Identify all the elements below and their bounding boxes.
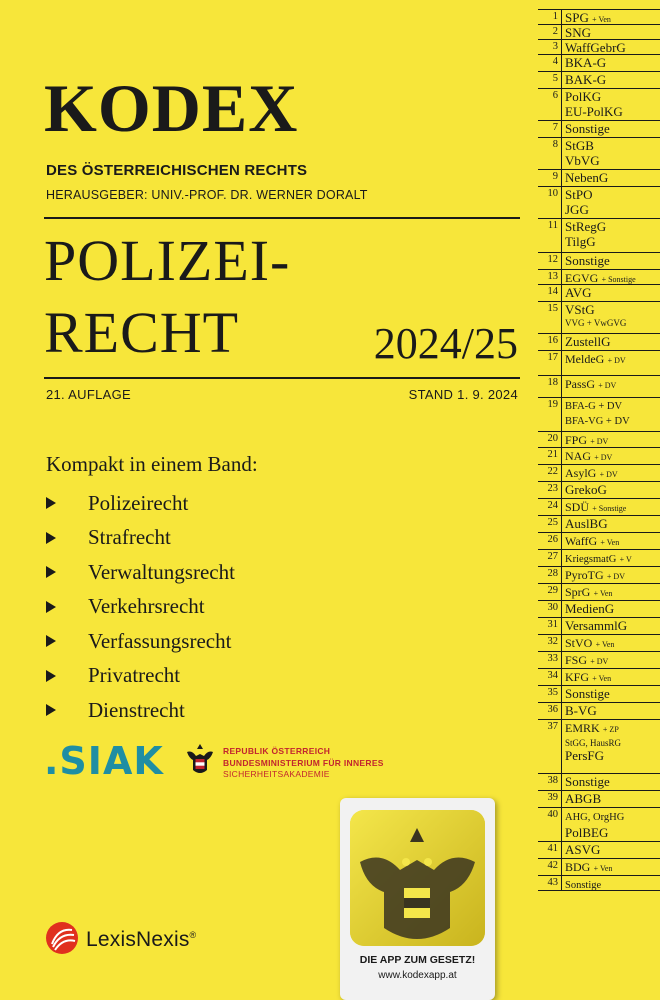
- register-number: 20: [538, 432, 562, 447]
- register-label: [562, 25, 660, 39]
- register-line: [565, 687, 660, 702]
- register-line: [565, 171, 660, 186]
- register-number: 32: [538, 635, 562, 651]
- register-tab-20: [538, 432, 660, 448]
- register-text: ZustellG: [565, 334, 611, 349]
- register-line: [565, 41, 660, 54]
- register-line: [565, 602, 660, 617]
- register-text: BDG: [565, 860, 591, 874]
- register-label: [562, 121, 660, 137]
- register-label: [562, 635, 660, 651]
- register-line: [565, 335, 660, 350]
- register-text: + DV: [599, 470, 618, 479]
- register-text: FSG: [565, 653, 588, 667]
- register-tab-21: [538, 448, 660, 465]
- register-number: 19: [538, 398, 562, 431]
- register-text: AuslBG: [565, 516, 608, 531]
- register-label: [562, 876, 660, 890]
- register-number: 36: [538, 703, 562, 719]
- register-text: AsylG: [565, 466, 597, 480]
- register-number: 3: [538, 40, 562, 54]
- register-text: NAG: [565, 449, 591, 463]
- register-tab-17: [538, 351, 660, 376]
- register-label: [562, 40, 660, 54]
- register-number: 38: [538, 774, 562, 790]
- register-tab-41: [538, 842, 660, 859]
- register-number: 41: [538, 842, 562, 858]
- register-number: 40: [538, 808, 562, 841]
- lexisnexis-logo-icon: [44, 920, 80, 956]
- register-text: Sonstige: [565, 880, 602, 890]
- register-text: Sonstige: [565, 121, 610, 136]
- register-text: FPG: [565, 433, 588, 447]
- register-line: [565, 877, 660, 890]
- register-tab-28: [538, 567, 660, 584]
- register-text: + DV: [598, 381, 617, 390]
- register-text: ASVG: [565, 842, 601, 857]
- register-text: StGG, HausRG: [565, 737, 622, 748]
- register-tab-24: [538, 499, 660, 516]
- register-text: SNG: [565, 25, 592, 39]
- register-text: StRegG: [565, 219, 607, 234]
- register-label: [562, 720, 660, 773]
- register-line: [565, 377, 660, 394]
- register-number: 29: [538, 584, 562, 600]
- register-text: GrekoG: [565, 482, 607, 497]
- register-text: VersammlG: [565, 618, 628, 633]
- register-number: 8: [538, 138, 562, 169]
- register-text: ABGB: [565, 791, 602, 806]
- register-tab-36: [538, 703, 660, 720]
- register-text: AHG, OrgHG: [565, 812, 625, 823]
- register-tab-32: [538, 635, 660, 652]
- register-line: [565, 271, 660, 284]
- register-text: B-VG: [565, 703, 597, 718]
- register-text: + DV: [590, 657, 609, 666]
- register-text: VbVG: [565, 152, 600, 168]
- register-text: + DV: [606, 572, 625, 581]
- register-label: [562, 72, 660, 88]
- register-number: 23: [538, 482, 562, 498]
- register-label: [562, 398, 660, 431]
- register-number: 14: [538, 285, 562, 301]
- register-tab-31: [538, 618, 660, 635]
- register-line: [565, 636, 660, 651]
- register-number: 16: [538, 334, 562, 350]
- register-label: [562, 270, 660, 284]
- register-line: [565, 352, 660, 369]
- register-number: 25: [538, 516, 562, 532]
- register-label: [562, 499, 660, 515]
- divider-top: [44, 217, 520, 219]
- title-line-1: POLIZEI-: [44, 228, 291, 293]
- triangle-bullet-icon: [46, 601, 56, 613]
- register-number: 7: [538, 121, 562, 137]
- register-tab-42: [538, 859, 660, 876]
- register-text: MeldeG: [565, 352, 605, 366]
- register-tab-8: [538, 138, 660, 170]
- register-label: [562, 686, 660, 702]
- register-text: KriegsmatG: [565, 554, 617, 565]
- register-label: [562, 859, 660, 875]
- ministry-line-3: SICHERHEITSAKADEMIE: [223, 769, 330, 779]
- register-tab-3: [538, 40, 660, 55]
- register-text: Sonstige: [565, 774, 610, 789]
- register-number: 18: [538, 376, 562, 397]
- register-number: 21: [538, 448, 562, 464]
- register-text: PassG: [565, 377, 596, 391]
- triangle-bullet-icon: [46, 497, 56, 509]
- register-label: [562, 465, 660, 481]
- register-tab-40: [538, 808, 660, 842]
- register-label: [562, 533, 660, 549]
- register-tab-7: [538, 121, 660, 138]
- register-text: WaffG: [565, 534, 598, 548]
- eagle-app-icon: [350, 810, 485, 946]
- register-number: 1: [538, 10, 562, 24]
- register-number: 15: [538, 302, 562, 333]
- register-label: [562, 516, 660, 532]
- register-line: [565, 433, 660, 447]
- ministry-block: [223, 746, 384, 781]
- register-text: NebenG: [565, 170, 609, 185]
- triangle-bullet-icon: [46, 670, 56, 682]
- register-number: 39: [538, 791, 562, 807]
- register-text: + Sonstige: [601, 275, 636, 284]
- register-label: [562, 601, 660, 617]
- register-text: + ZP: [602, 725, 619, 734]
- stand-date: STAND 1. 9. 2024: [408, 387, 518, 402]
- register-label: [562, 334, 660, 350]
- register-text: + DV: [594, 453, 613, 462]
- register-line: [565, 73, 660, 88]
- register-line: [565, 792, 660, 807]
- register-number: 34: [538, 669, 562, 685]
- register-number: 4: [538, 55, 562, 71]
- register-tab-38: [538, 774, 660, 791]
- register-label: [562, 550, 660, 566]
- tab-register: [538, 9, 660, 891]
- series-subtitle: DES ÖSTERREICHISCHEN RECHTS: [46, 162, 308, 179]
- register-text: EU-PolKG: [565, 103, 623, 119]
- register-tab-5: [538, 72, 660, 89]
- triangle-bullet-icon: [46, 532, 56, 544]
- register-label: [562, 376, 660, 397]
- register-label: [562, 89, 660, 120]
- register-tab-10: [538, 187, 660, 219]
- register-tab-23: [538, 482, 660, 499]
- register-number: 13: [538, 270, 562, 284]
- register-tab-16: [538, 334, 660, 351]
- register-text: + Sonstige: [592, 504, 627, 513]
- register-text: EGVG: [565, 271, 599, 284]
- register-number: 11: [538, 219, 562, 252]
- register-line: [565, 122, 660, 137]
- register-number: 17: [538, 351, 562, 375]
- triangle-bullet-icon: [46, 635, 56, 647]
- register-line: [565, 56, 660, 71]
- register-number: 37: [538, 720, 562, 773]
- register-number: 12: [538, 253, 562, 269]
- register-number: 27: [538, 550, 562, 566]
- register-number: 30: [538, 601, 562, 617]
- list-item: Privatrecht: [46, 659, 235, 694]
- register-text: Sonstige: [565, 686, 610, 701]
- register-label: [562, 448, 660, 464]
- register-tab-33: [538, 652, 660, 669]
- register-tab-43: [538, 876, 660, 891]
- register-line: [565, 534, 660, 549]
- register-tab-13: [538, 270, 660, 285]
- register-label: [562, 618, 660, 634]
- register-tab-6: [538, 89, 660, 121]
- register-tab-30: [538, 601, 660, 618]
- register-text: + DV: [590, 437, 609, 446]
- register-tab-11: [538, 219, 660, 253]
- app-slogan: DIE APP ZUM GESETZ!: [359, 954, 476, 966]
- register-text: SDÜ: [565, 500, 590, 514]
- list-item: Verwaltungsrecht: [46, 555, 235, 590]
- register-tab-14: [538, 285, 660, 302]
- register-label: [562, 10, 660, 24]
- register-label: [562, 302, 660, 333]
- register-tab-39: [538, 791, 660, 808]
- register-tab-29: [538, 584, 660, 601]
- register-text: + DV: [607, 356, 626, 365]
- register-text: SprG: [565, 585, 591, 599]
- register-text: + Ven: [592, 674, 612, 683]
- register-label: [562, 170, 660, 186]
- register-line: [565, 26, 660, 39]
- register-text: SPG: [565, 10, 589, 24]
- register-text: KFG: [565, 670, 590, 684]
- register-number: 42: [538, 859, 562, 875]
- register-number: 24: [538, 499, 562, 515]
- register-tab-22: [538, 465, 660, 482]
- editor-line: HERAUSGEBER: UNIV.-PROF. DR. WERNER DORALT: [46, 188, 368, 202]
- register-line: [565, 843, 660, 858]
- register-number: 26: [538, 533, 562, 549]
- register-label: [562, 285, 660, 301]
- list-item: Polizeirecht: [46, 486, 235, 521]
- register-label: [562, 432, 660, 447]
- register-text: + Ven: [595, 640, 615, 649]
- register-line: [565, 551, 660, 566]
- register-tab-18: [538, 376, 660, 398]
- register-text: PolKG: [565, 89, 602, 104]
- register-line: [565, 704, 660, 719]
- register-line: [565, 11, 660, 24]
- register-text: StVO: [565, 636, 593, 650]
- register-number: 43: [538, 876, 562, 890]
- register-text: JGG: [565, 201, 589, 217]
- contents-list: [46, 486, 235, 728]
- divider-bottom: [44, 377, 520, 379]
- register-tab-19: [538, 398, 660, 432]
- register-text: BKA-G: [565, 55, 607, 70]
- register-tab-15: [538, 302, 660, 334]
- register-tab-37: [538, 720, 660, 774]
- register-line: [565, 585, 660, 600]
- register-number: 9: [538, 170, 562, 186]
- register-text: BFA-VG + DV: [565, 416, 630, 427]
- register-label: [562, 138, 660, 169]
- register-tab-34: [538, 669, 660, 686]
- register-text: PersFG: [565, 747, 605, 763]
- siak-logo: .SIAK: [44, 739, 164, 783]
- register-tab-4: [538, 55, 660, 72]
- register-text: + Ven: [592, 15, 611, 24]
- register-line: [565, 449, 660, 464]
- register-number: 5: [538, 72, 562, 88]
- register-number: 10: [538, 187, 562, 218]
- register-number: 28: [538, 567, 562, 583]
- register-label: [562, 567, 660, 583]
- register-line: [565, 517, 660, 532]
- register-label: [562, 703, 660, 719]
- register-line: [565, 466, 660, 481]
- register-label: [562, 791, 660, 807]
- register-text: VVG + VwGVG: [565, 317, 627, 328]
- app-url: www.kodexapp.at: [378, 970, 457, 981]
- register-label: [562, 669, 660, 685]
- register-number: 35: [538, 686, 562, 702]
- register-number: 31: [538, 618, 562, 634]
- publisher-name: LexisNexis®: [86, 928, 197, 951]
- register-number: 22: [538, 465, 562, 481]
- register-label: [562, 808, 660, 841]
- register-text: VStG: [565, 302, 595, 317]
- register-label: [562, 652, 660, 668]
- register-text: WaffGebrG: [565, 40, 626, 54]
- app-icon: [350, 810, 485, 946]
- register-line: [565, 775, 660, 790]
- register-line: [565, 286, 660, 301]
- list-item: Verfassungsrecht: [46, 624, 235, 659]
- register-label: [562, 351, 660, 375]
- register-label: [562, 253, 660, 269]
- register-line: [565, 619, 660, 634]
- register-text: + V: [619, 555, 632, 564]
- register-text: StGB: [565, 138, 594, 153]
- register-number: 33: [538, 652, 562, 668]
- register-tab-35: [538, 686, 660, 703]
- register-tab-12: [538, 253, 660, 270]
- register-label: [562, 55, 660, 71]
- register-text: TilgG: [565, 233, 596, 249]
- register-text: + Ven: [593, 864, 613, 873]
- register-tab-1: [538, 10, 660, 25]
- register-tab-27: [538, 550, 660, 567]
- register-tab-26: [538, 533, 660, 550]
- register-text: + Ven: [600, 538, 620, 547]
- register-label: [562, 482, 660, 498]
- register-text: + Ven: [593, 589, 613, 598]
- edition-year: 2024/25: [373, 319, 518, 368]
- register-label: [562, 774, 660, 790]
- list-item: Strafrecht: [46, 521, 235, 556]
- ministry-line-1: REPUBLIK ÖSTERREICH: [223, 746, 331, 756]
- contents-intro: Kompakt in einem Band:: [46, 452, 258, 476]
- title-line-2: RECHT: [44, 300, 240, 365]
- triangle-bullet-icon: [46, 704, 56, 716]
- register-text: AVG: [565, 285, 592, 300]
- austrian-eagle-icon: [183, 742, 217, 778]
- register-text: PyroTG: [565, 568, 604, 582]
- register-tab-2: [538, 25, 660, 40]
- register-label: [562, 219, 660, 252]
- ministry-line-2: BUNDESMINISTERIUM FÜR INNERES: [223, 757, 384, 768]
- register-line: [565, 670, 660, 685]
- register-line: [565, 500, 660, 515]
- list-item: Dienstrecht: [46, 693, 235, 728]
- list-item: Verkehrsrecht: [46, 590, 235, 625]
- register-line: [565, 254, 660, 269]
- register-text: StPO: [565, 187, 593, 202]
- register-label: [562, 842, 660, 858]
- app-promo-card: [340, 798, 495, 1000]
- register-label: [562, 187, 660, 218]
- triangle-bullet-icon: [46, 566, 56, 578]
- register-text: EMRK: [565, 721, 600, 735]
- register-line: [565, 721, 660, 738]
- register-tab-25: [538, 516, 660, 533]
- register-text: BFA-G + DV: [565, 401, 623, 412]
- edition-number: 21. AUFLAGE: [46, 387, 131, 402]
- register-line: [565, 568, 660, 583]
- register-text: Sonstige: [565, 253, 610, 268]
- register-text: MedienG: [565, 601, 615, 616]
- register-text: BAK-G: [565, 72, 607, 87]
- register-line: [565, 809, 660, 826]
- register-line: [565, 860, 660, 875]
- register-number: 6: [538, 89, 562, 120]
- register-tab-9: [538, 170, 660, 187]
- register-label: [562, 584, 660, 600]
- register-number: 2: [538, 25, 562, 39]
- register-line: [565, 653, 660, 668]
- register-line: [565, 483, 660, 498]
- register-text: PolBEG: [565, 824, 609, 840]
- brand-title: KODEX: [44, 70, 299, 146]
